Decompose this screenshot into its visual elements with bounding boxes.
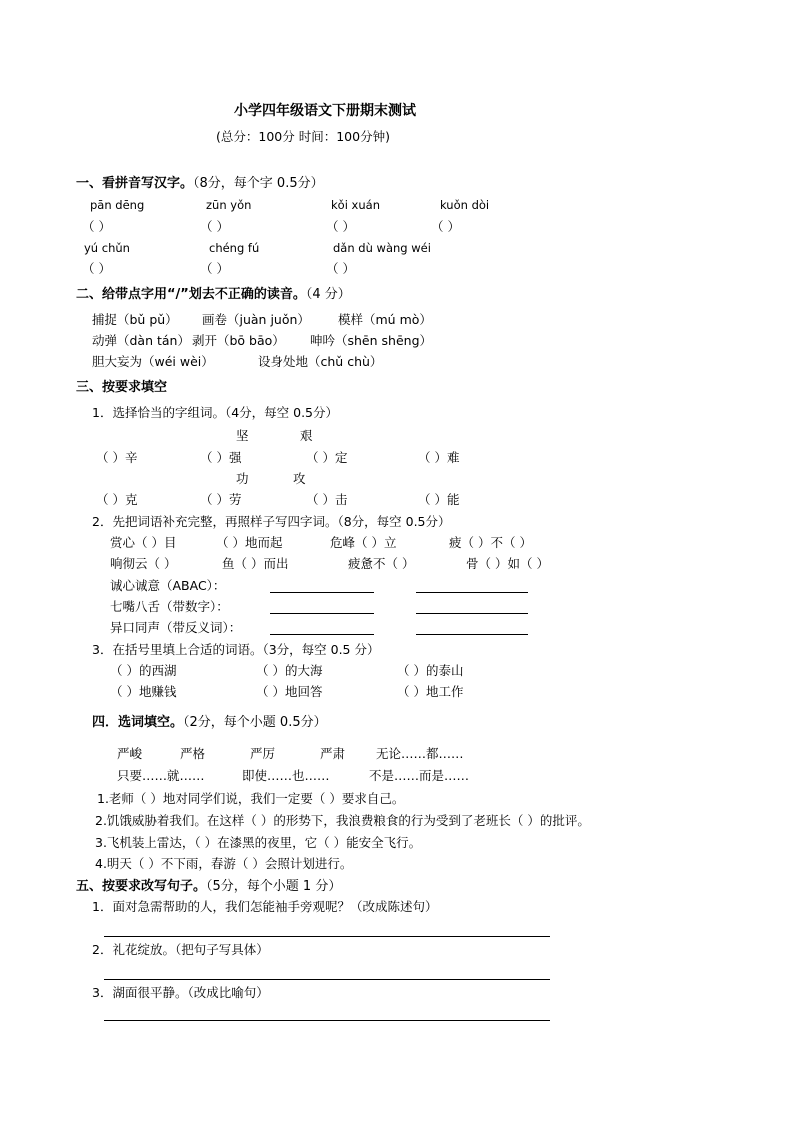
answer-line[interactable] <box>416 613 528 614</box>
section-2-heading <box>76 288 351 301</box>
reading-item[interactable]: 设身处地（chǔ chù） <box>258 354 383 369</box>
section-4-title: 四．选词填空。 <box>92 715 184 730</box>
answer-line[interactable] <box>270 592 374 593</box>
answer-line[interactable] <box>270 613 374 614</box>
fill-blank[interactable]: （ ）克 <box>96 492 138 507</box>
pinyin-4: kuǒn dòi <box>440 198 490 212</box>
pinyin-1: pān dēng <box>90 198 145 212</box>
pattern-label: 七嘴八舌（带数字）： <box>110 599 229 614</box>
fill-sentence[interactable]: 4.明天（ ）不下雨，春游（ ）会照计划进行。 <box>95 856 353 871</box>
fill-blank[interactable]: （ ）击 <box>306 492 348 507</box>
fill-blank[interactable]: （ ）定 <box>306 450 348 465</box>
fill-blank[interactable]: （ ）能 <box>418 492 460 507</box>
pinyin-3: kǒi xuán <box>331 198 380 212</box>
section-4-note: （2分，每个小题 0.5分） <box>183 715 327 730</box>
reading-item[interactable]: 胆大妄为（wéi wèi） <box>92 354 214 369</box>
word-option: 严峻 <box>117 746 143 761</box>
fill-sentence[interactable]: 2.饥饿威胁着我们。在这样（ ）的形势下，我浪费粮食的行为受到了老班长（ ）的批评。 <box>95 813 590 828</box>
answer-line[interactable] <box>270 634 374 635</box>
answer-line[interactable] <box>416 592 528 593</box>
answer-box[interactable]: （ ） <box>326 219 355 234</box>
idiom-blank[interactable]: 赏心（ ）目 <box>110 535 177 550</box>
answer-box[interactable]: （ ） <box>200 219 229 234</box>
q2-prompt: 2．先把词语补充完整，再照样子写四字词。（8分，每空 0.5分） <box>92 514 451 529</box>
phrase-blank[interactable]: （ ）地赚钱 <box>110 684 177 699</box>
section-1-note: （8分，每个字 0.5分） <box>193 176 324 191</box>
reading-item[interactable]: 捕捉（bǔ pǔ） <box>92 312 178 327</box>
idiom-blank[interactable]: 响彻云（ ） <box>110 556 177 571</box>
word-option: 不是……而是…… <box>369 768 470 783</box>
pinyin-7: dǎn dù wàng wéi <box>333 241 431 255</box>
reading-item[interactable]: 画卷（juàn juǒn） <box>202 312 310 327</box>
idiom-blank[interactable]: 鱼（ ）而出 <box>222 556 289 571</box>
rewrite-question: 1．面对急需帮助的人，我们怎能袖手旁观呢？（改成陈述句） <box>92 899 438 914</box>
fill-sentence[interactable]: 1.老师（ ）地对同学们说，我们一定要（ ）要求自己。 <box>97 791 405 806</box>
fill-sentence[interactable]: 3.飞机装上雷达，（ ）在漆黑的夜里，它（ ）能安全飞行。 <box>95 835 422 850</box>
word-option: 只要……就…… <box>117 768 205 783</box>
section-4-heading <box>92 716 327 729</box>
section-5-note: （5分，每个小题 1 分） <box>206 879 342 894</box>
reading-item[interactable]: 动弹（dàn tán） <box>92 333 190 348</box>
idiom-blank[interactable]: 危峰（ ）立 <box>330 535 397 550</box>
section-2-note: （4 分） <box>305 287 351 302</box>
section-1-title: 一、看拼音写汉字。 <box>76 176 194 191</box>
fill-blank[interactable]: （ ）强 <box>200 450 242 465</box>
pinyin-5: yú chǔn <box>84 241 130 255</box>
pattern-label: 诚心诚意（ABAC）： <box>110 578 226 593</box>
q1-prompt: 1．选择恰当的字组词。（4分，每空 0.5分） <box>92 405 339 420</box>
idiom-blank[interactable]: 疲（ ）不（ ） <box>449 535 532 550</box>
option-char: 功 <box>236 471 249 486</box>
pinyin-2: zūn yǒn <box>206 198 252 212</box>
answer-box[interactable]: （ ） <box>200 261 229 276</box>
q3-prompt: 3．在括号里填上合适的词语。（3分，每空 0.5 分） <box>92 642 380 657</box>
answer-box[interactable]: （ ） <box>82 219 111 234</box>
word-option: 严肃 <box>320 746 346 761</box>
reading-item[interactable]: 模样（mú mò） <box>338 312 432 327</box>
section-1-heading <box>76 177 324 190</box>
reading-item[interactable]: 剥开（bō bāo） <box>192 333 285 348</box>
answer-line[interactable] <box>104 1020 550 1021</box>
answer-line[interactable] <box>104 936 550 937</box>
phrase-blank[interactable]: （ ）的大海 <box>256 663 323 678</box>
rewrite-question: 2．礼花绽放。（把句子写具体） <box>92 942 269 957</box>
word-option: 严格 <box>180 746 206 761</box>
section-3-heading: 三、按要求填空 <box>76 380 168 395</box>
reading-item[interactable]: 呻吟（shēn shēng） <box>310 333 433 348</box>
page-subtitle: (总分：100分 时间：100分钟) <box>216 129 390 144</box>
phrase-blank[interactable]: （ ）的泰山 <box>397 663 464 678</box>
section-5-heading <box>76 880 341 893</box>
rewrite-question: 3．湖面很平静。（改成比喻句） <box>92 985 269 1000</box>
option-char: 攻 <box>293 471 306 486</box>
idiom-blank[interactable]: （ ）地而起 <box>216 535 283 550</box>
word-option: 严厉 <box>250 746 276 761</box>
answer-box[interactable]: （ ） <box>326 261 355 276</box>
phrase-blank[interactable]: （ ）地回答 <box>256 684 323 699</box>
pinyin-6: chéng fú <box>209 241 260 255</box>
answer-line[interactable] <box>104 979 550 980</box>
answer-box[interactable]: （ ） <box>431 219 460 234</box>
word-option: 即使……也…… <box>242 768 330 783</box>
answer-line[interactable] <box>416 634 528 635</box>
answer-box[interactable]: （ ） <box>82 261 111 276</box>
option-char: 艰 <box>300 428 313 443</box>
section-2-title: 二、给带点字用“/”划去不正确的读音。 <box>76 287 306 302</box>
fill-blank[interactable]: （ ）劳 <box>200 492 242 507</box>
fill-blank[interactable]: （ ）辛 <box>96 450 138 465</box>
phrase-blank[interactable]: （ ）的西湖 <box>110 663 177 678</box>
idiom-blank[interactable]: 骨（ ）如（ ） <box>466 556 549 571</box>
pattern-label: 异口同声（带反义词）： <box>110 620 242 635</box>
idiom-blank[interactable]: 疲惫不（ ） <box>348 556 415 571</box>
word-option: 无论……都…… <box>376 746 464 761</box>
phrase-blank[interactable]: （ ）地工作 <box>397 684 464 699</box>
page-title: 小学四年级语文下册期末测试 <box>234 103 416 119</box>
section-5-title: 五、按要求改写句子。 <box>76 879 207 894</box>
option-char: 坚 <box>236 428 249 443</box>
fill-blank[interactable]: （ ）难 <box>418 450 460 465</box>
